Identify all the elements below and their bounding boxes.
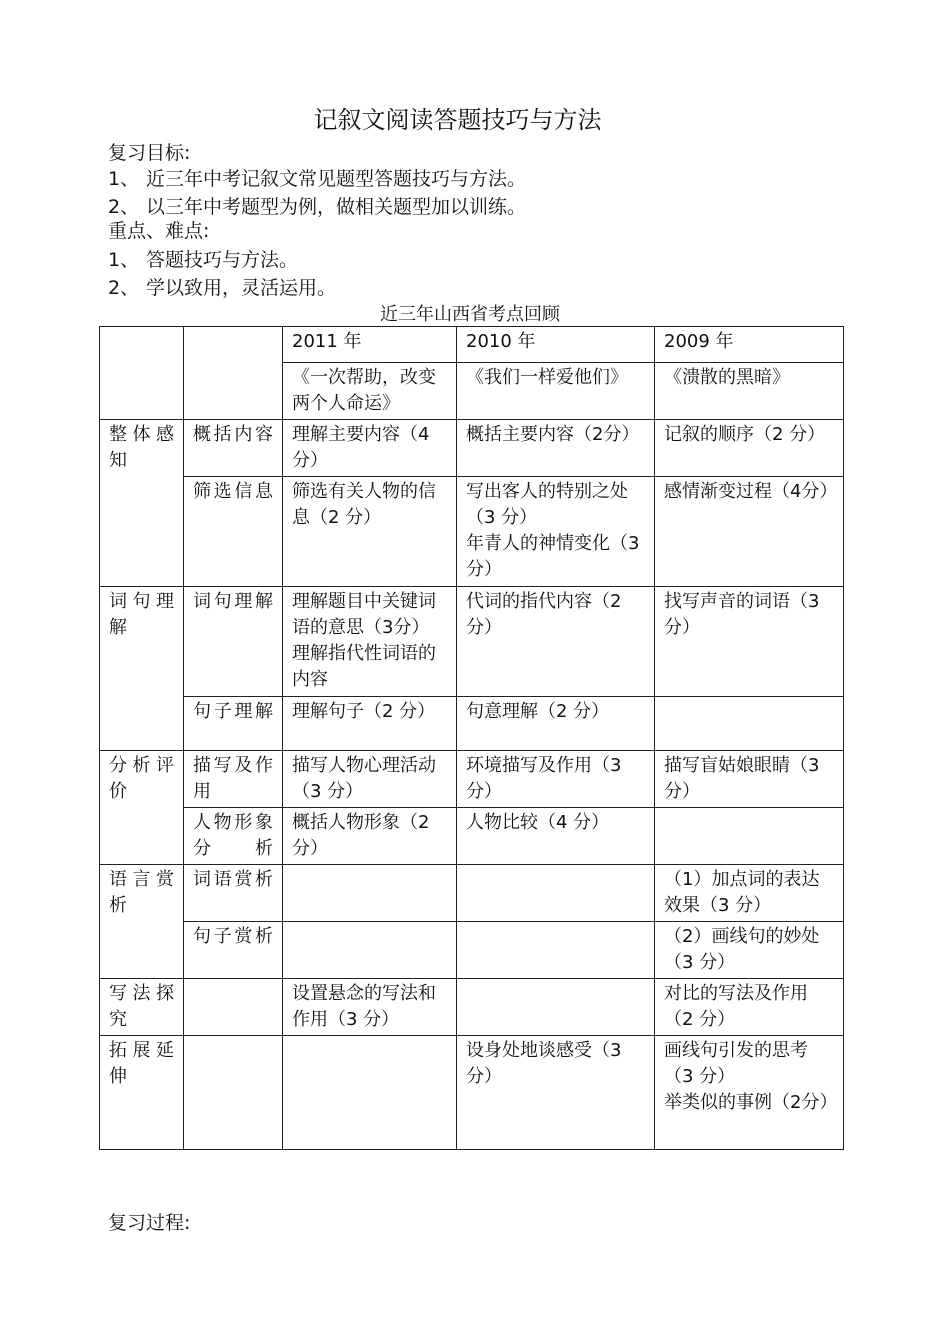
- question-cell: 理解主要内容（4分）: [283, 420, 457, 477]
- question-cell: 对比的写法及作用（2 分）: [655, 979, 844, 1036]
- year-header: 2009 年: [655, 327, 844, 363]
- table-corner-cell: [184, 327, 283, 420]
- question-cell: [457, 979, 655, 1036]
- keypoint-number: 1、: [108, 249, 140, 271]
- table-row: [100, 697, 844, 751]
- subcategory-cell: 词句理解: [184, 587, 283, 697]
- process-heading: 复习过程:: [108, 1212, 191, 1234]
- table-row: [100, 1036, 844, 1150]
- question-cell: [655, 697, 844, 751]
- keypoint-text: 学以致用，灵活运用。: [146, 277, 337, 299]
- objective-item: [108, 192, 526, 219]
- table-header-row: [100, 327, 844, 363]
- text-title-cell: 《一次帮助，改变两个人命运》: [283, 363, 457, 420]
- table-row: [100, 865, 844, 922]
- table-row: [100, 420, 844, 477]
- question-cell: 描写盲姑娘眼睛（3 分）: [655, 751, 844, 808]
- exam-review-table: [99, 326, 844, 1150]
- question-cell: [283, 865, 457, 922]
- question-cell: [457, 922, 655, 979]
- objective-text: 近三年中考记叙文常见题型答题技巧与方法。: [146, 168, 527, 190]
- question-cell: 代词的指代内容（2 分）: [457, 587, 655, 697]
- table-row: [100, 477, 844, 587]
- objective-item: [108, 164, 526, 191]
- question-cell: 记叙的顺序（2 分）: [655, 420, 844, 477]
- question-cell: 人物比较（4 分）: [457, 808, 655, 865]
- category-cell: 写法探究: [100, 979, 184, 1036]
- year-header: 2011 年: [283, 327, 457, 363]
- table-row: [100, 922, 844, 979]
- question-cell: 感情渐变过程（4分）: [655, 477, 844, 587]
- question-cell: 句意理解（2 分）: [457, 697, 655, 751]
- table-corner-cell: [100, 327, 184, 420]
- question-cell: 找写声音的词语（3 分）: [655, 587, 844, 697]
- question-cell: 设置悬念的写法和作用（3 分）: [283, 979, 457, 1036]
- question-cell: 画线句引发的思考（3 分） 举类似的事例（2分）: [655, 1036, 844, 1150]
- subcategory-cell: [184, 1036, 283, 1150]
- question-cell: 描写人物心理活动（3 分）: [283, 751, 457, 808]
- objectives-heading: 复习目标:: [108, 142, 191, 164]
- question-cell: [283, 1036, 457, 1150]
- question-cell: 理解题目中关键词语的意思（3分）理解指代性词语的内容: [283, 587, 457, 697]
- question-cell: [283, 922, 457, 979]
- question-cell: 写出客人的特别之处（3 分） 年青人的神情变化（3 分）: [457, 477, 655, 587]
- subcategory-cell: [184, 979, 283, 1036]
- question-cell: 概括人物形象（2分）: [283, 808, 457, 865]
- table-row: [100, 808, 844, 865]
- question-cell: （1）加点词的表达效果（3 分）: [655, 865, 844, 922]
- keypoint-number: 2、: [108, 277, 140, 299]
- question-cell: 环境描写及作用（3分）: [457, 751, 655, 808]
- question-cell: 设身处地谈感受（3分）: [457, 1036, 655, 1150]
- table-row: [100, 587, 844, 697]
- objective-text: 以三年中考题型为例，做相关题型加以训练。: [146, 196, 527, 218]
- table-row: [100, 751, 844, 808]
- text-title-cell: 《我们一样爱他们》: [457, 363, 655, 420]
- objective-number: 2、: [108, 196, 140, 218]
- document-title: 记叙文阅读答题技巧与方法: [313, 106, 602, 134]
- question-cell: 筛选有关人物的信息（2 分）: [283, 477, 457, 587]
- subcategory-cell: 句子理解: [184, 697, 283, 751]
- keypoint-item: [108, 273, 336, 300]
- question-cell: 理解句子（2 分）: [283, 697, 457, 751]
- subcategory-cell: 句子赏析: [184, 922, 283, 979]
- category-cell: 拓展延伸: [100, 1036, 184, 1150]
- table-body: [100, 327, 844, 1150]
- category-cell: 分析评价: [100, 751, 184, 865]
- keypoint-text: 答题技巧与方法。: [146, 249, 299, 271]
- subcategory-cell: 人物形象分析: [184, 808, 283, 865]
- subcategory-cell: 概括内容: [184, 420, 283, 477]
- subcategory-cell: 描写及作用: [184, 751, 283, 808]
- year-header: 2010 年: [457, 327, 655, 363]
- subcategory-cell: 词语赏析: [184, 865, 283, 922]
- table-caption: 近三年山西省考点回顾: [380, 304, 560, 325]
- objective-number: 1、: [108, 168, 140, 190]
- question-cell: （2）画线句的妙处（3 分）: [655, 922, 844, 979]
- table-row: [100, 979, 844, 1036]
- subcategory-cell: 筛选信息: [184, 477, 283, 587]
- keypoints-heading: 重点、难点:: [108, 220, 210, 242]
- question-cell: [457, 865, 655, 922]
- text-title-cell: 《溃散的黑暗》: [655, 363, 844, 420]
- category-cell: 语言赏析: [100, 865, 184, 979]
- question-cell: [655, 808, 844, 865]
- keypoint-item: [108, 245, 298, 272]
- question-cell: 概括主要内容（2分）: [457, 420, 655, 477]
- category-cell: 词句理解: [100, 587, 184, 751]
- category-cell: 整体感知: [100, 420, 184, 587]
